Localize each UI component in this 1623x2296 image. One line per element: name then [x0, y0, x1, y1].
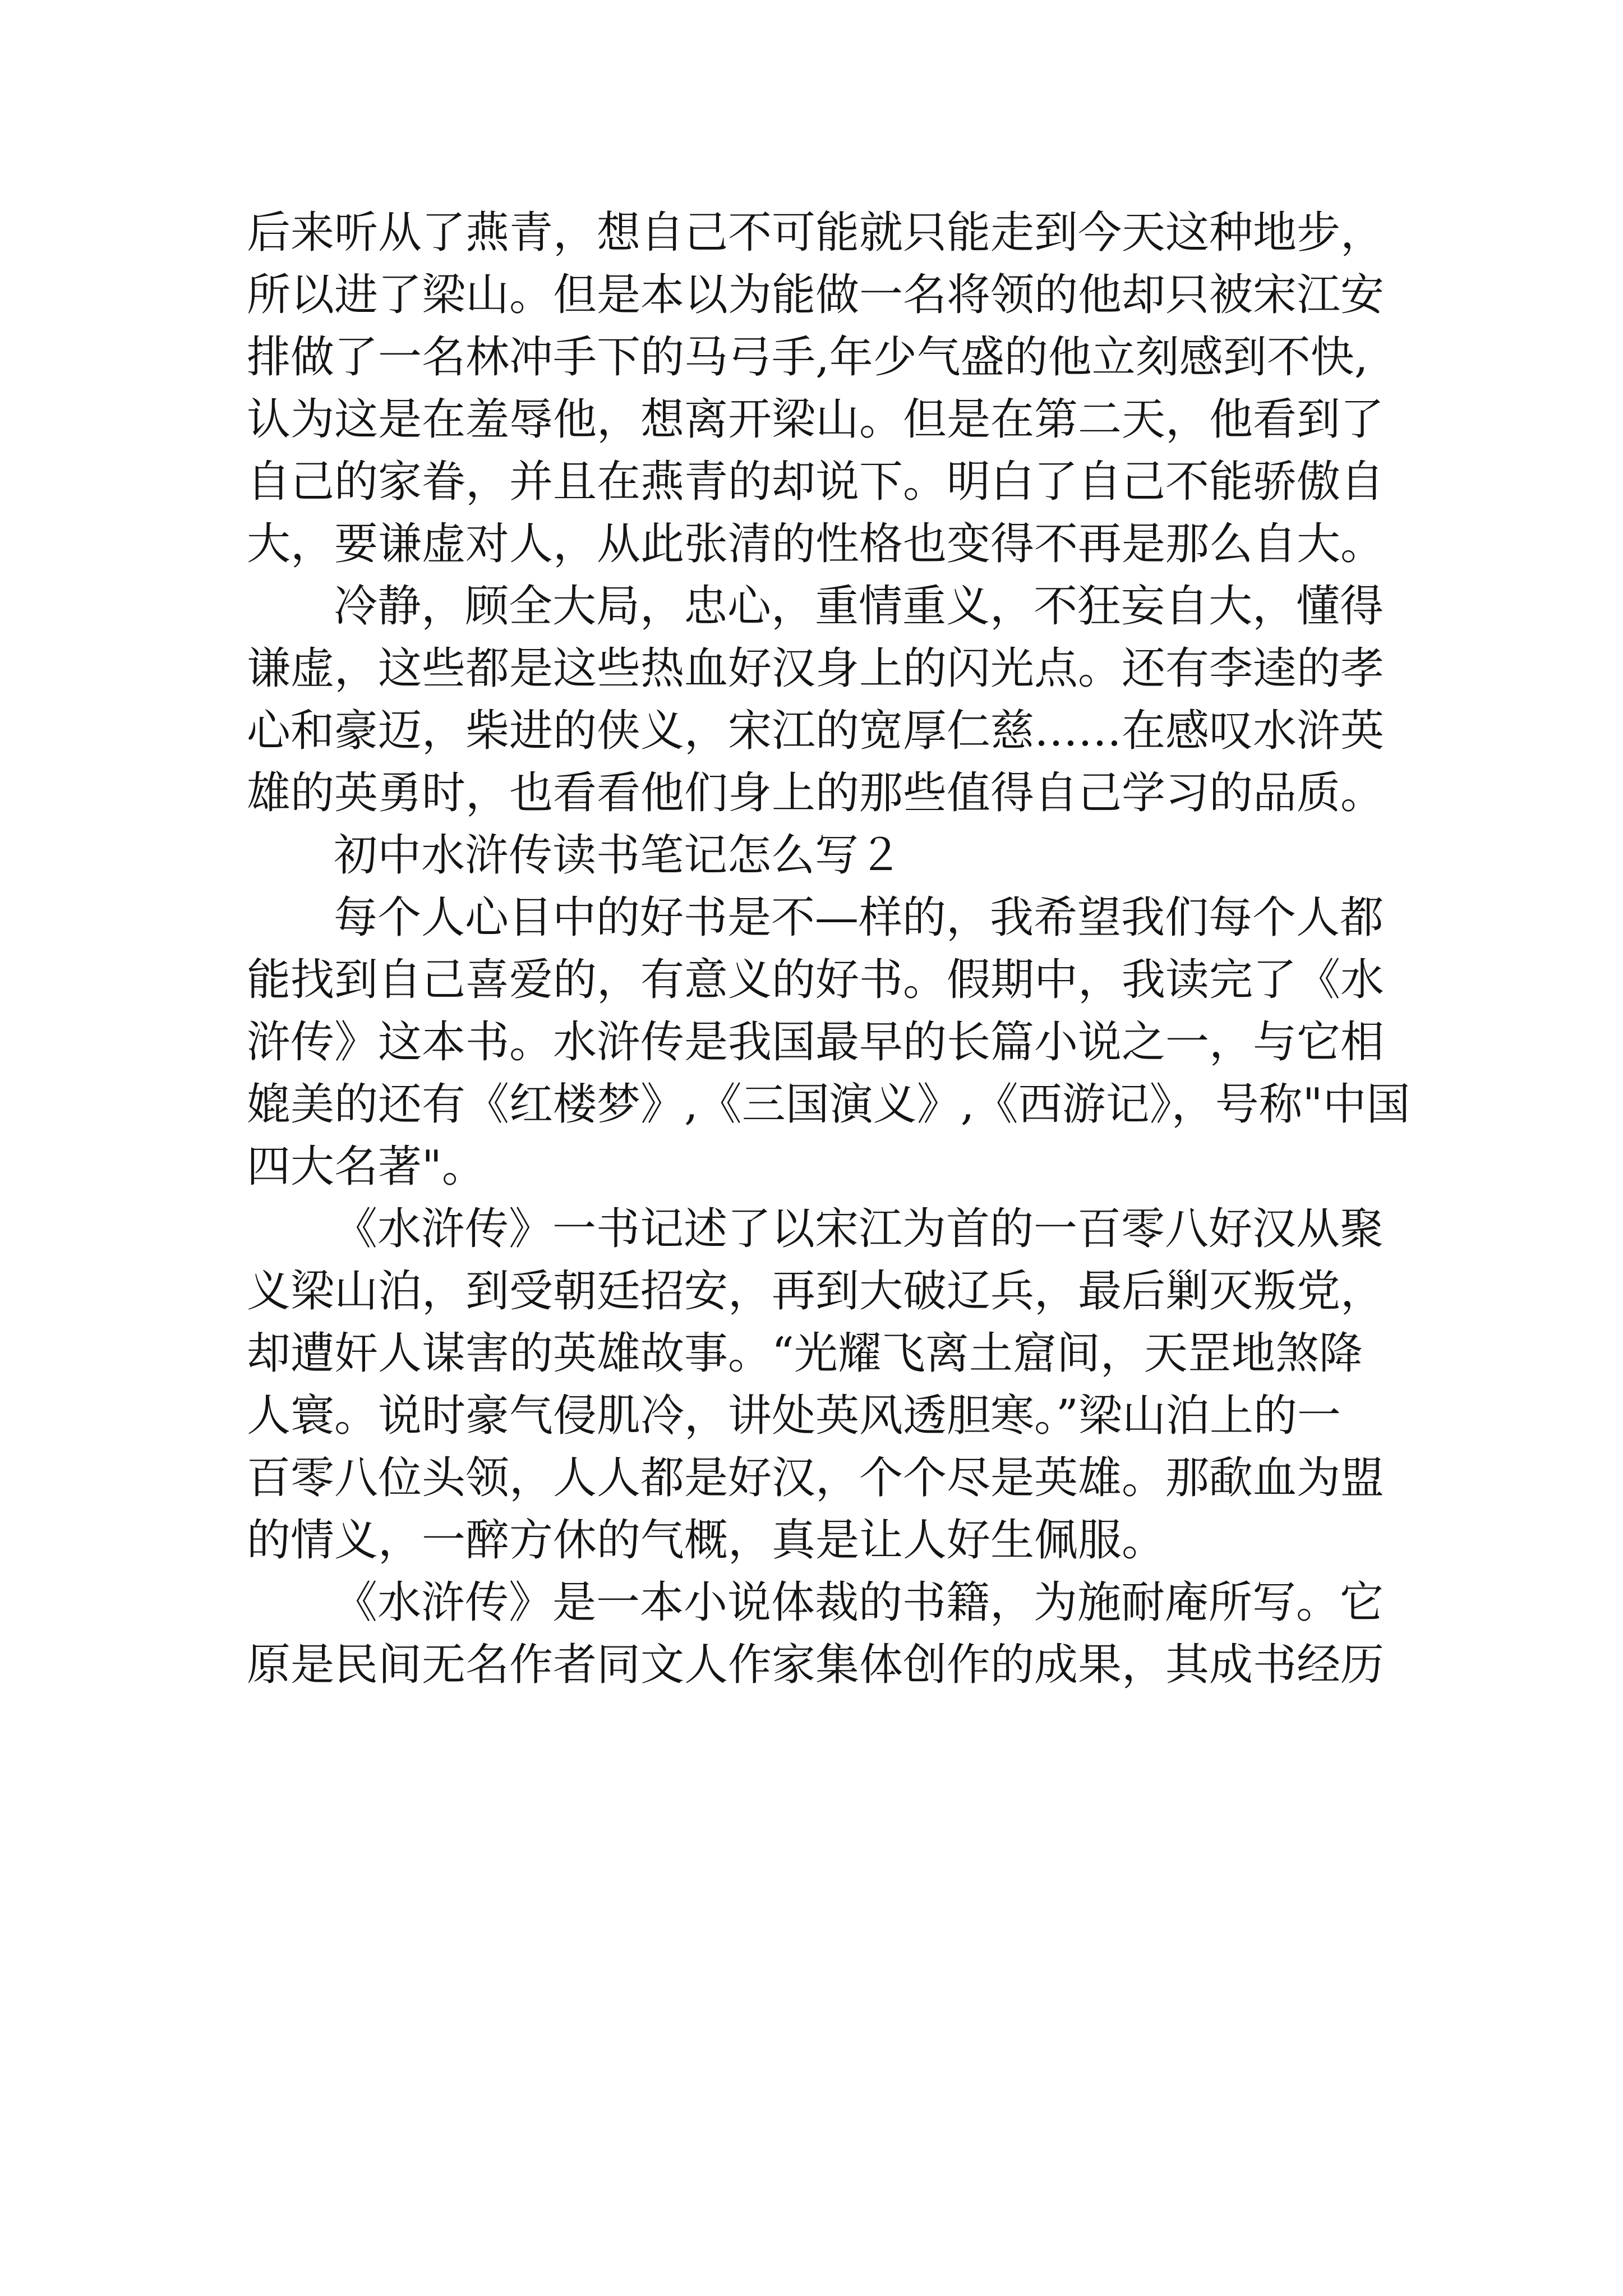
- text-line: 浒传》这本书。水浒传是我国最早的长篇小说之一，与它相: [247, 1017, 1385, 1068]
- text-line: 每个人心目中的好书是不—样的，我希望我们每个人都: [334, 892, 1384, 943]
- text-line: 人寰。说时豪气侵肌冷，讲处英风透胆寒。”梁山泊上的一: [247, 1391, 1341, 1441]
- text-line: 媲美的还有《红楼梦》,《三国演义》,《西游记》，号称"中国: [247, 1079, 1410, 1130]
- text-line: 心和豪迈，柴进的侠义，宋江的宽厚仁慈……在感叹水浒英: [247, 706, 1385, 756]
- text-line: 后来听从了燕青，想自己不可能就只能走到今天这种地步，: [247, 208, 1385, 258]
- text-line: 排做了一名林冲手下的马弓手,年少气盛的他立刻感到不快,: [247, 332, 1368, 383]
- text-line: 百零八位头领，人人都是好汉，个个尽是英雄。那歃血为盟: [247, 1453, 1385, 1503]
- text-line: 原是民间无名作者同文人作家集体创作的成果，其成书经历: [247, 1640, 1385, 1690]
- text-line: 的情义，一醉方休的气概，真是让人好生佩服。: [247, 1515, 1166, 1566]
- text-line: 四大名著"。: [247, 1142, 486, 1192]
- text-line: 大，要谦虚对人，从此张清的性格也变得不再是那么自大。: [247, 519, 1385, 569]
- text-line: 冷静，顾全大局，忠心，重情重义，不狂妄自大，懂得: [334, 581, 1384, 632]
- text-line: 认为这是在羞辱他，想离开梁山。但是在第二天，他看到了: [247, 394, 1385, 445]
- text-line: 《水浒传》是一本小说体裁的书籍，为施耐庵所写。它: [334, 1577, 1384, 1628]
- text-line: 所以进了梁山。但是本以为能做一名将领的他却只被宋江安: [247, 270, 1385, 320]
- text-line: 却遭奸人谋害的英雄故事。“光耀飞离土窟间，天罡地煞降: [247, 1328, 1363, 1379]
- text-line: 《水浒传》一书记述了以宋江为首的一百零八好汉从聚: [334, 1204, 1384, 1254]
- text-line: 义梁山泊，到受朝廷招安，再到大破辽兵，最后剿灭叛党，: [247, 1266, 1385, 1317]
- document-body: [247, 202, 1447, 1696]
- text-line: 能找到自己喜爱的，有意义的好书。假期中，我读完了《水: [247, 955, 1385, 1005]
- text-line: 雄的英勇时，也看看他们身上的那些值得自己学习的品质。: [247, 768, 1385, 818]
- text-line: 自己的家眷，并且在燕青的却说下。明白了自己不能骄傲自: [247, 457, 1385, 507]
- text-line: 初中水浒传读书笔记怎么写２: [334, 830, 903, 881]
- text-line: 谦虚，这些都是这些热血好汉身上的闪光点。还有李逵的孝: [247, 643, 1385, 694]
